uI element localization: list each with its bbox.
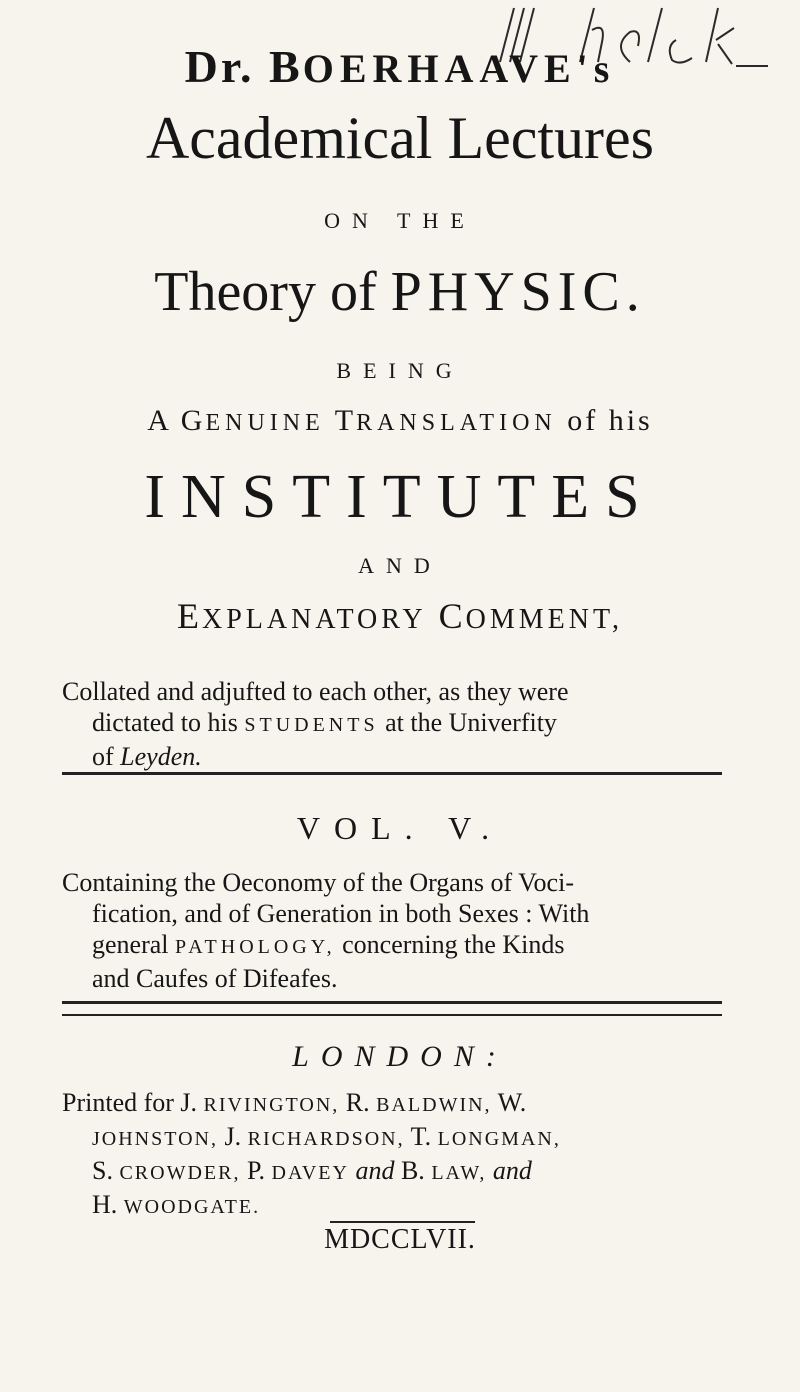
translation-initial: T [334, 404, 357, 437]
containing-line-1: Containing the Oeconomy of the Organs of Voci- [62, 868, 574, 897]
imprint-line-3-and-2: and [492, 1156, 532, 1185]
collated-place: Leyden. [120, 742, 202, 771]
being-line: BEING [336, 358, 464, 383]
imprint-line-1-pre: Printed for J. [62, 1088, 198, 1117]
collated-paragraph [62, 676, 568, 772]
printer-davey: DAVEY [271, 1162, 349, 1184]
explanatory-rest: XPLANATORY [201, 604, 427, 635]
printer-crowder: CROWDER, [119, 1162, 241, 1184]
imprint-line-2-mid: J. [224, 1122, 242, 1151]
containing-pathology: PATHOLOGY, [175, 936, 336, 958]
imprint-line-3 [62, 1155, 561, 1189]
author-name-rest: OERHAAVE's [302, 46, 616, 91]
imprint-line-3-p: P. [246, 1156, 266, 1185]
imprint-line-4 [62, 1189, 561, 1223]
genuine-initial: G [180, 404, 206, 437]
genuine-suffix: of his [567, 404, 653, 437]
imprint-line-2-t: T. [410, 1122, 432, 1151]
imprint-line-3-s: S. [92, 1156, 113, 1185]
containing-line-3 [62, 929, 589, 963]
containing-line-3-post: concerning the Kinds [342, 930, 565, 959]
explanatory-comment-line [0, 595, 800, 637]
printer-johnston: JOHNSTON, [92, 1128, 218, 1150]
explanatory-initial: E [176, 596, 202, 636]
imprint-city: LONDON: [292, 1040, 508, 1073]
printer-baldwin: BALDWIN, [376, 1094, 492, 1116]
date-rule [330, 1221, 475, 1223]
genuine-rest: ENUINE [205, 410, 325, 436]
volume-line: VOL. V. [296, 810, 504, 846]
imprint-line-3-and: and [355, 1156, 395, 1185]
imprint-line-1-post: W. [497, 1088, 527, 1117]
collated-line-2-pre: dictated to his [92, 708, 238, 737]
imprint-line-3-b: B. [400, 1156, 425, 1185]
genuine-a: A [147, 404, 171, 437]
divider-rule [62, 1001, 722, 1004]
author-line [0, 40, 800, 93]
containing-paragraph [62, 867, 589, 994]
divider-rule [62, 772, 722, 775]
containing-line-3-pre: general [92, 930, 169, 959]
translation-rest: RANSLATION [356, 410, 557, 436]
imprint-paragraph [62, 1087, 561, 1223]
theory-line [0, 260, 800, 324]
collated-line-2-post: at the Univerfity [385, 708, 557, 737]
imprint-line-1-mid: R. [345, 1088, 370, 1117]
theory-subject: PHYSIC. [390, 261, 646, 323]
theory-prefix: Theory of [154, 261, 377, 323]
collated-line-3-pre: of [92, 742, 114, 771]
main-title: Academical Lectures [145, 105, 655, 171]
author-name-initial: B [269, 41, 303, 92]
imprint-date: MDCCLVII. [324, 1224, 476, 1255]
containing-line-2: fication, and of Generation in both Sexes : With [92, 899, 590, 928]
collated-students: STUDENTS [244, 714, 379, 736]
on-the-line: ON THE [324, 208, 476, 233]
printer-longman: LONGMAN, [437, 1128, 561, 1150]
collated-line-1: Collated and adjufted to each other, as they were [62, 677, 569, 706]
printer-law: LAW, [431, 1162, 487, 1184]
and-line: AND [358, 553, 442, 578]
comment-initial: C [438, 596, 466, 636]
printer-rivington: RIVINGTON, [203, 1094, 340, 1116]
imprint-line-2 [62, 1121, 561, 1155]
genuine-translation-line [0, 404, 800, 438]
imprint-line-4-h: H. [92, 1190, 118, 1219]
imprint-line-1 [62, 1087, 561, 1121]
divider-rule [62, 1014, 722, 1016]
comment-rest: OMMENT, [465, 604, 623, 635]
printer-richardson: RICHARDSON, [247, 1128, 405, 1150]
containing-line-4: and Caufes of Difeafes. [92, 964, 338, 993]
author-prefix: Dr. [184, 41, 255, 92]
collated-line-3 [62, 741, 568, 772]
institutes-heading: INSTITUTES [144, 463, 656, 531]
printer-woodgate: WOODGATE. [123, 1196, 261, 1218]
collated-line-2 [62, 707, 568, 741]
